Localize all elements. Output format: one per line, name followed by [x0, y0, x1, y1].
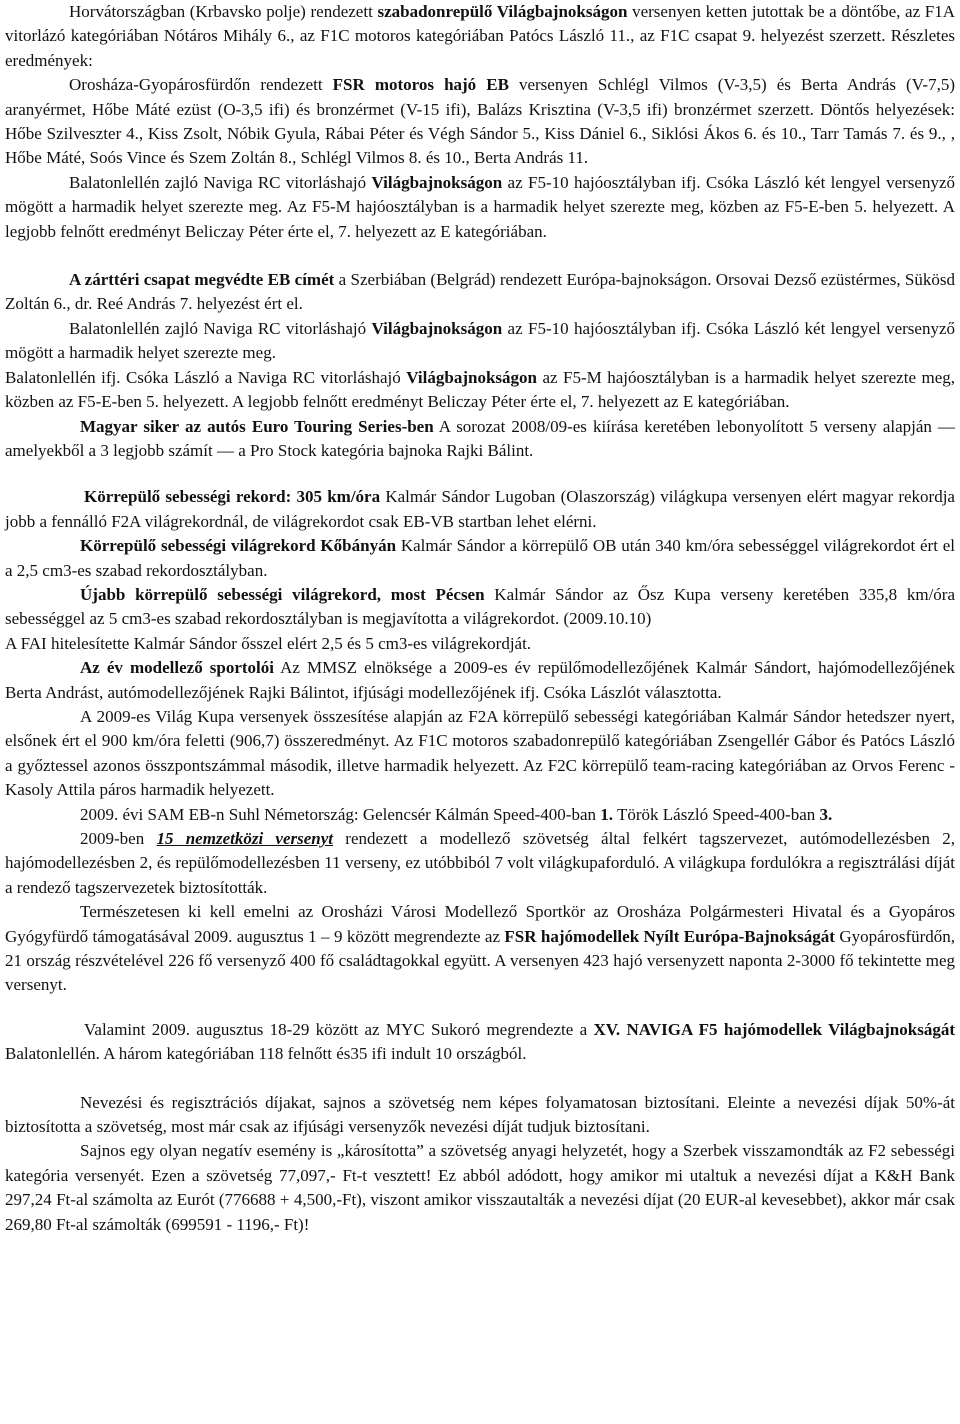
bold-text: FSR hajómodellek Nyílt Európa-Bajnokságát [504, 926, 835, 946]
paragraph-sam-eb [5, 803, 955, 827]
paragraph-indoor-eb [5, 268, 955, 317]
underlined-text: 15 nemzetközi versenyt [156, 829, 334, 848]
text: Nevezési és regisztrációs díjakat, sajnos a szövetség nem képes folyamatosan biztosítani. Eleinte a nevezési díjak 50%-át biztosította a szövetség, most már csak az ifjúsági versenyzők nevezési díját tudjuk biztosítani. [5, 1092, 955, 1137]
bold-text: Világbajnokságon [371, 318, 503, 338]
paragraph-world-record-pecs [5, 583, 955, 632]
text: Valamint 2009. augusztus 18-29 között az MYC Sukoró megrendezte a [84, 1019, 594, 1039]
text: a Szerbiában (Belgrád) rendezett Európa-bajnokságon. Orsovai Dezső ezüstérmes, Sükösd Zoltán 6., dr. Reé András 7. helyezést ért el. [5, 270, 955, 314]
text: Kalmár Sándor Lugoban (Olaszország) világkupa versenyen elért magyar rekordja jobb a fennálló F2A világrekordnál, de világrekordot csak EB-VB startban lehet elérni. [5, 487, 955, 531]
paragraph-speed-record [5, 485, 955, 534]
text: rendezett a modellező szövetség által felkért tagszervezet, autómodellezésben 2, hajómodellezésben 2, és repülőmodellezésben 11 verseny, ez utóbbiból 7 volt világkupaforduló. A világkupa fordulókra a regisztrálási díját a rendező tagszervezetek biztosították. [5, 829, 955, 897]
text: versenyen Schlégl Vilmos (V-3,5) és Berta András (V-7,5) aranyérmet, Hőbe Máté ezüst (O-3,5 ifi) és bronzérmet (V-15 ifi), Balázs Krisztina (V-3,5 ifi) bronzérmet szerzett. Döntős helyezések: Hőbe Szilveszter 4., Kiss Zsolt, Nóbik Gyula, Rábai Péter és Végh Sándor 5., Kiss Dániel 6., Siklósi Ákos 6. és 10., Tarr Tamás 7. és 9., , Hőbe Máté, Soós Vince és Szem Zoltán 8., Schlégl Vilmos 8. és 10., Berta András 11. [5, 75, 956, 168]
paragraph-euro-touring [5, 415, 955, 464]
paragraph-world-record-kobanya [5, 534, 955, 583]
bold-text: 1. [600, 804, 614, 824]
paragraph-world-cup-2009 [5, 705, 955, 803]
paragraph-fai-certified [5, 632, 955, 656]
paragraph-naviga-wc-3 [5, 366, 955, 415]
text: A sorozat 2008/09-es kiírása keretében lebonyolított 5 verseny alapján — amelyekből a 3 legjobb számít — a Pro Stock kategória bajnoka Rajki Bálint. [5, 416, 955, 460]
paragraph-fsr-eb [5, 73, 955, 171]
bold-text: Világbajnokságon [406, 367, 537, 387]
text: Horvátországban (Krbavsko polje) rendezett [69, 2, 378, 21]
text: Török László Speed-400-ban [613, 804, 820, 824]
text: A 2009-es Világ Kupa versenyek összesítése alapján az F2A körrepülő sebességi kategóriában Kalmár Sándor hetedszer nyert, elsőnek ért el 900 km/óra feletti (906,7) összeredményt. Az F1C motoros szabadonrepülő kategóriában Zsengellér Gábor és Patócs László a győztessel azonos összpontszámmal második, illetve harmadik helyezett. Az F2C körrepülő team-racing kategóriában az Orvos Ferenc - Kasoly Attila páros harmadik helyezett. [5, 706, 955, 800]
text: az F5-10 hajóosztályban ifj. Csóka László két lengyel versenyző mögött a harmadik helyet szerezte meg. Az F5-M hajóosztályban is a harmadik helyet szerezte meg, közben az F5-E-ben 5. helyezett. A legjobb felnőtt eredményt Beliczay Péter érte el, 7. helyezett az E kategóriában. [5, 172, 955, 241]
text: versenyen ketten jutottak be a döntőbe, az F1A vitorlázó kategóriában Nótáros Mihály 6., az F1C motoros kategóriában Patócs László 11., az F1C csapat 9. helyezést szerzett. Részletes eredmények: [5, 2, 955, 70]
bold-text: 3. [819, 804, 833, 824]
paragraph-naviga-wc-2 [5, 317, 955, 366]
bold-text: Világbajnokságon [371, 172, 503, 192]
text: Gyopárosfürdőn, 21 ország részvételével 226 fő versenyző 400 fő családtagokkal együtt. A versenyen 423 hajó versenyzett naponta 2-3000 fő tekintette meg versenyt. [5, 926, 956, 995]
text: Az MMSZ elnöksége a 2009-es év repülőmodellezőjének Kalmár Sándort, hajómodellezőjének Berta Andrást, autómodellezőjének Rajki Bálintot, ifjúsági modellezőjének ifj. Csóka Lászlót választotta. [5, 658, 955, 702]
text: 2009-ben [80, 829, 157, 848]
text: A FAI hitelesítette Kalmár Sándor ősszel elért 2,5 és 5 cm3-es világrekordját. [5, 633, 532, 653]
text: az F5-10 hajóosztályban ifj. Csóka László két lengyel versenyző mögött a harmadik helyet szerezte meg. [5, 318, 955, 363]
bold-text: Körrepülő sebességi rekord: 305 km/óra [84, 487, 381, 507]
paragraph-f2-cancellation [5, 1139, 955, 1237]
paragraph-international-competitions [5, 827, 955, 900]
bold-text: Az év modellező sportolói [80, 658, 274, 678]
text: az F5-M hajóosztályban is a harmadik helyet szerezte meg, közben az F5-E-ben 5. helyezett. A legjobb felnőtt eredményt Beliczay Péter érte el, 7. helyezett az E kategóriában. [5, 367, 955, 412]
bold-text: XV. NAVIGA F5 hajómodellek Világbajnokságát [593, 1019, 955, 1039]
text: Kalmár Sándor az Ősz Kupa verseny keretében 335,8 km/óra sebességgel az 5 cm3-es szabad rekordosztályban is megjavította a világrekordot. (2009.10.10) [5, 584, 955, 629]
bold-text: Magyar siker az autós Euro Touring Series-ben [80, 416, 434, 436]
text: Balatonlellén zajló Naviga RC vitorláshajó [69, 318, 372, 338]
paragraph-entry-fees [5, 1091, 955, 1140]
text: Balatonlellén zajló Naviga RC vitorláshajó [69, 172, 372, 192]
text: 2009. évi SAM EB-n Suhl Németország: Gelencsér Kálmán Speed-400-ban [80, 804, 601, 824]
text: Orosháza-Gyopárosfürdőn rendezett [69, 75, 333, 95]
text: Természetesen ki kell emelni az Orosházi Városi Modellező Sportkör az Orosháza Polgármesteri Hivatal és a Gyopáros Gyógyfürdő támogatásával 2009. augusztus 1 – 9 között megrendezte az [5, 902, 955, 946]
text: Balatonlellén ifj. Csóka László a Naviga RC vitorláshajó [5, 367, 407, 387]
paragraph-naviga-wc-1 [5, 171, 955, 244]
text: Sajnos egy olyan negatív esemény is „károsította” a szövetség anyagi helyzetét, hogy a Szerbek visszamondták az F2 sebességi kategória versenyét. Ezen a szövetség 77,097,- Ft-t vesztett! Ez abból adódott, hogy amikor mi utaltuk a nevezési díjat a K&H Bank 297,24 Ft-al számolta az Eurót (776688 + 4,500,-Ft), viszont amikor visszautalták a nevezési díjat (20 EUR-al kevesebbet), akkor már csak 269,80 Ft-al számolták (699591 - 1196,- Ft)! [5, 1141, 955, 1234]
bold-text: Körrepülő sebességi világrekord Kőbányán [80, 536, 397, 556]
paragraph-naviga-f5-wc [5, 1018, 955, 1067]
paragraph-fsr-open-eb [5, 900, 955, 998]
bold-text: szabadonrepülő Világbajnokságon [377, 2, 628, 21]
paragraph-wc-freeflight [5, 0, 955, 73]
text: Balatonlellén. A három kategóriában 118 felnőtt és35 ifi indult 10 országból. [5, 1044, 527, 1064]
bold-text: FSR motoros hajó EB [332, 75, 509, 95]
bold-text: A zárttéri csapat megvédte EB címét [69, 270, 335, 290]
paragraph-modelers-of-year [5, 656, 955, 705]
bold-text: Újabb körrepülő sebességi világrekord, most Pécsen [80, 584, 485, 604]
text: Kalmár Sándor a körrepülő OB után 340 km/óra sebességgel világrekordot ért el a 2,5 cm3-es szabad rekordosztályban. [5, 536, 955, 580]
